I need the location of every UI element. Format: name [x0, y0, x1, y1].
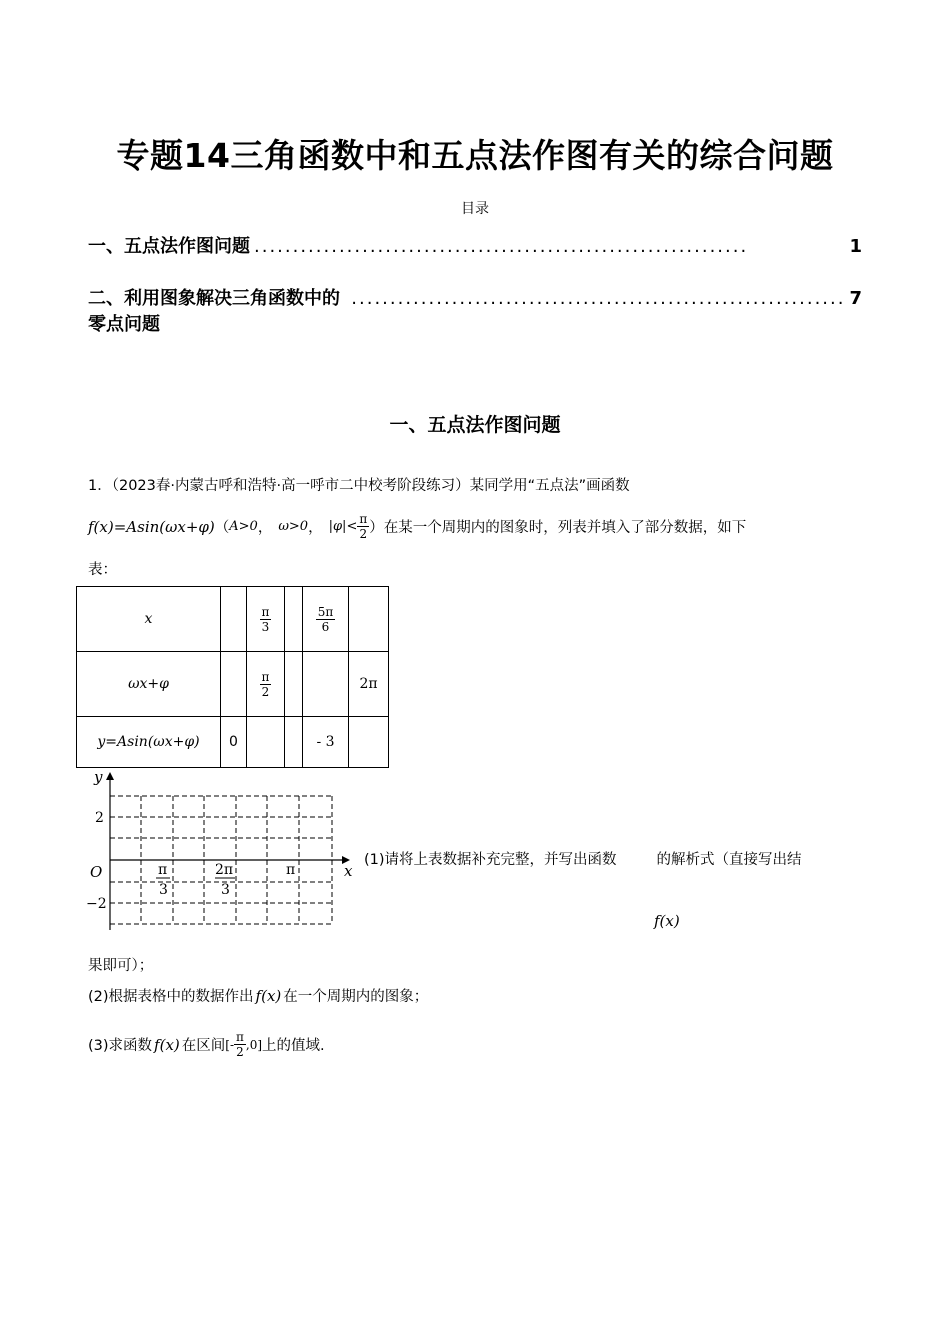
question-1-text-a: (1)请将上表数据补充完整，并写出函数 — [364, 852, 617, 868]
toc-heading: 目录 — [461, 201, 489, 217]
x-tick-pi: π — [286, 862, 296, 878]
row-label-y: y=Asin(ωx+φ) — [97, 734, 200, 750]
question-1 — [364, 848, 802, 869]
problem-text-cont: 表： — [88, 562, 117, 578]
y-tick-2: 2 — [95, 810, 104, 826]
table-cell-empty — [285, 587, 303, 652]
question-2 — [88, 985, 428, 1006]
origin-label: O — [90, 863, 103, 881]
question-2-text-b: 在一个周期内的图象； — [283, 989, 429, 1005]
section-heading: 一、五点法作图问题 — [389, 414, 561, 436]
condition-phi: |φ|< — [328, 519, 358, 534]
cell-2pi: 2π — [359, 676, 378, 692]
toc-item-label: 二、利用图象解决三角函数中的零点问题 — [88, 288, 340, 335]
x-tick-pi-over-3-den: 3 — [159, 882, 168, 898]
question-3-function: f(x) — [154, 1035, 180, 1054]
problem-number: 1． — [88, 478, 112, 494]
interval-left: [- — [225, 1037, 235, 1052]
fraction-pi-over-2: $\frac{\pi}{2}$ — [359, 512, 368, 541]
cell-zero: 0 — [229, 734, 238, 750]
fraction-pi-over-2: $\frac{\pi}{2}$ — [261, 669, 270, 699]
interval-right: ,0] — [245, 1037, 263, 1052]
row-label-x: x — [144, 611, 153, 627]
condition-a: A>0 — [229, 519, 258, 534]
table-cell-empty — [285, 652, 303, 717]
question-1-function: f(x) — [654, 912, 680, 930]
fraction-pi-over-3: $\frac{\pi}{3}$ — [261, 604, 270, 634]
comma: ， — [257, 520, 273, 536]
question-3-text-a: (3)求函数 — [88, 1038, 153, 1054]
table-cell-empty — [285, 717, 303, 768]
toc-item-page: 7 — [849, 288, 862, 309]
question-3-text-c: 上的值域. — [262, 1038, 325, 1054]
problem-function-line — [88, 512, 746, 541]
comma: ， — [308, 520, 323, 536]
table-cell-empty — [221, 652, 247, 717]
x-tick-2pi-over-3-den: 3 — [221, 882, 230, 898]
y-tick-minus-2: −2 — [86, 896, 107, 912]
x-tick-pi-over-3-num: π — [158, 862, 168, 878]
question-3 — [88, 1030, 325, 1059]
problem-source-line — [88, 474, 630, 495]
data-table — [76, 586, 389, 768]
table-row — [77, 717, 389, 768]
fraction-5pi-over-6: $\frac{5\pi}{6}$ — [317, 604, 334, 634]
question-2-function: f(x) — [255, 986, 282, 1005]
toc-item-page: 1 — [849, 236, 862, 257]
question-2-text-a: (2)根据表格中的数据作出 — [88, 989, 254, 1005]
condition-omega: ω>0 — [278, 519, 309, 534]
question-3-text-b: 在区间 — [181, 1038, 226, 1054]
toc-item-2[interactable] — [88, 284, 862, 336]
fraction-pi-over-2: $\frac{\pi}{2}$ — [236, 1030, 244, 1059]
table-row — [77, 652, 389, 717]
table-cell-empty — [247, 717, 285, 768]
table-row — [77, 587, 389, 652]
y-axis-arrow — [106, 772, 114, 780]
toc-item-label: 一、五点法作图问题 — [88, 236, 250, 257]
paren-open: （ — [214, 520, 230, 536]
page-title: 专题14三角函数中和五点法作图有关的综合问题 — [116, 136, 834, 175]
toc-item-1[interactable] — [88, 232, 862, 258]
table-cell-empty — [221, 587, 247, 652]
row-label-phase: ωx+φ — [128, 676, 169, 692]
y-axis-label: y — [94, 768, 103, 786]
x-tick-2pi-over-3-num: 2π — [215, 862, 234, 878]
table-cell-empty — [303, 652, 349, 717]
problem-source: （2023春·内蒙古呼和浩特·高一呼市二中校考阶段练习）某同学用“五点法”画函数 — [111, 478, 630, 494]
cell-minus-3: - 3 — [316, 734, 335, 750]
function-formula: f(x)=Asin(ωx+φ) — [88, 517, 215, 536]
question-1-text-b: 的解析式（直接写出结 — [656, 852, 802, 868]
problem-text: ）在某一个周期内的图象时，列表并填入了部分数据，如下 — [369, 520, 747, 536]
toc-leader-dots: ................................................................ — [254, 236, 749, 257]
question-1-cont: 果即可）； — [88, 958, 154, 974]
coordinate-grid — [82, 770, 362, 930]
table-cell-empty — [349, 587, 389, 652]
table-cell-empty — [349, 717, 389, 768]
x-axis-label: x — [344, 862, 353, 880]
toc-leader-dots: ................................................................ — [351, 288, 846, 309]
